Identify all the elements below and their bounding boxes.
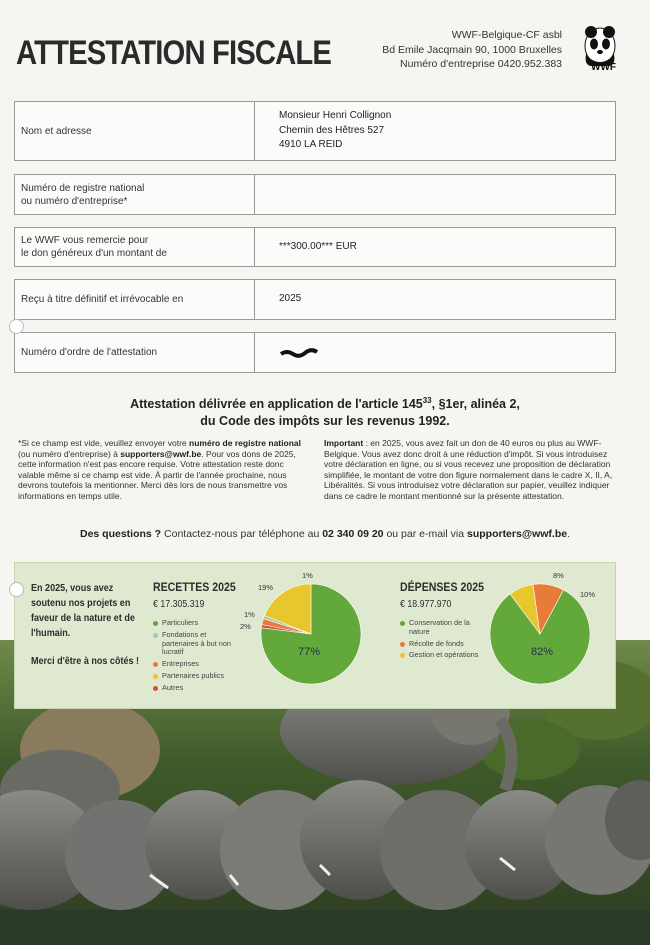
- org-name: WWF-Belgique-CF asbl: [451, 29, 562, 41]
- phone-link[interactable]: 02 340 09 20: [322, 528, 384, 540]
- financials-panel: [14, 562, 616, 709]
- field-label: Nom et adresse: [14, 101, 255, 161]
- pie-label-fondations: 1%: [244, 610, 255, 619]
- legend-swatch: [153, 633, 158, 638]
- legend-item: [400, 640, 490, 649]
- pie-label-recolte: 10%: [580, 590, 596, 599]
- field-row-year: [14, 279, 616, 320]
- field-value: [255, 101, 616, 161]
- legend-swatch: [400, 642, 405, 647]
- note-text: . Pour vos dons de 2025, cette information n'est pas encore requise. Votre attestation reste donc valable même si ce champ est vide. À partir de l'année prochaine, nous devrons toutefois la mentionner. Merci dès lors de nous transmettre vos informations en temps utile.: [18, 448, 296, 501]
- article-text-end: , §1er, alinéa 2,: [431, 397, 520, 412]
- note-bold: Important: [324, 438, 364, 448]
- org-info: [382, 28, 562, 72]
- legend-label: Autres: [162, 682, 184, 692]
- revenue-pie-chart: [260, 583, 362, 685]
- article-superscript: 33: [422, 396, 432, 405]
- order-number-redacted: [255, 332, 616, 373]
- legend-swatch: [400, 621, 405, 626]
- pie-label-partenaires: 19%: [258, 583, 274, 592]
- donor-street: Chemin des Hêtres 527: [279, 124, 385, 136]
- punch-hole: [9, 319, 24, 334]
- legend-item: [153, 684, 243, 693]
- pie-label-autres: 1%: [302, 571, 313, 580]
- legend-swatch: [400, 653, 405, 658]
- field-row-registry: [14, 174, 616, 215]
- expenses-title: DÉPENSES 2025: [400, 580, 484, 594]
- revenue-total: € 17.305.319: [153, 599, 205, 610]
- legend-swatch: [153, 686, 158, 691]
- expenses-total: € 18.977.970: [400, 599, 452, 610]
- questions-text: .: [567, 528, 570, 540]
- field-label: [14, 227, 255, 267]
- revenue-legend: [153, 619, 243, 696]
- legend-label: Partenaires publics: [162, 670, 225, 680]
- legend-label: Fondations et partenaires à but non lucratif: [162, 629, 231, 657]
- pie-label-entreprises: 2%: [240, 622, 251, 631]
- legend-swatch: [153, 662, 158, 667]
- legend-item: [153, 672, 243, 681]
- field-row-order-number: [14, 332, 616, 373]
- org-number: Numéro d'entreprise 0420.952.383: [400, 58, 562, 70]
- note-bold: numéro de registre national: [189, 438, 301, 448]
- pie-label-conservation: 82%: [531, 646, 554, 658]
- legend-swatch: [153, 621, 158, 626]
- revenue-title: RECETTES 2025: [153, 580, 236, 594]
- donation-amount: ***300.00*** EUR: [255, 227, 616, 267]
- questions-text: ou par e-mail via: [383, 528, 467, 540]
- donor-city: 4910 LA REID: [279, 139, 343, 151]
- field-row-name: [14, 101, 616, 161]
- note-text: : en 2025, vous avez fait un don de 40 euros ou plus au WWF-Belgique. Vous avez donc droit à une réduction d'impôt. Si vous introduisez votre déclaration en ligne, ou si vous recevez une proposition de déclaration simplifiée, le montant de votre don figure normalement dans le cadre X, II, A, Libéralités. Si vous introduisez votre déclaration sur papier, veuillez indiquer dans ce cadre le montant mentionné sur la présente attestation.: [324, 438, 613, 501]
- redaction-scribble-icon: [279, 348, 319, 358]
- expenses-pie-chart: [489, 583, 591, 685]
- legend-label: Conservation de la nature: [409, 618, 470, 636]
- legend-item: [400, 619, 490, 637]
- email-link[interactable]: supporters@wwf.be: [120, 448, 202, 459]
- legend-label: Particuliers: [162, 618, 199, 627]
- punch-hole: [9, 582, 24, 597]
- legend-label: Gestion et opérations: [409, 650, 479, 660]
- panel-thanks: Merci d'être à nos côtés !: [31, 655, 140, 667]
- legend-label: Récolte de fonds: [409, 638, 464, 648]
- expenses-legend: [400, 619, 490, 663]
- note-text: (ou numéro d'entreprise) à: [18, 448, 121, 459]
- questions-text: Contactez-nous par téléphone au: [161, 528, 323, 540]
- donor-name: Monsieur Henri Collignon: [279, 110, 392, 122]
- field-value-empty: [255, 174, 616, 215]
- article-text: Attestation délivrée en application de l'article 145: [130, 397, 423, 412]
- field-label-text: Le WWF vous remercie pour le don généreux d'un montant de: [21, 235, 167, 259]
- email-link[interactable]: supporters@wwf.be: [466, 528, 568, 540]
- note-registry: [18, 438, 310, 502]
- pie-label-gestion: 8%: [553, 571, 564, 580]
- field-label: [14, 174, 255, 215]
- note-important: [324, 438, 614, 502]
- article-code: du Code des impôts sur les revenus 1992.: [200, 414, 450, 429]
- legend-item: [153, 660, 243, 669]
- field-label-text: Numéro de registre national ou numéro d'entreprise*: [21, 182, 145, 207]
- legal-reference: [0, 392, 650, 430]
- org-address: Bd Emile Jacqmain 90, 1000 Bruxelles: [382, 43, 562, 56]
- legend-swatch: [153, 674, 158, 679]
- donation-year: 2025: [255, 279, 616, 320]
- legend-label: Entreprises: [162, 659, 199, 669]
- logo-text: WWF: [591, 62, 616, 73]
- questions-label: Des questions ?: [80, 528, 162, 540]
- field-label: Numéro d'ordre de l'attestation: [14, 332, 255, 373]
- contact-line: [0, 528, 650, 540]
- pie-label-particuliers: 77%: [298, 646, 321, 658]
- legend-item: [153, 631, 243, 657]
- field-row-amount: [14, 227, 616, 267]
- panel-intro: En 2025, vous avez soutenu nos projets en faveur de la nature et de l'humain.: [31, 582, 135, 639]
- note-text: *Si ce champ est vide, veuillez envoyer votre: [18, 438, 190, 448]
- legend-item: [400, 651, 490, 660]
- page-title: ATTESTATION FISCALE: [16, 34, 332, 72]
- legend-item: [153, 619, 243, 628]
- field-label: Reçu à titre définitif et irrévocable en: [14, 279, 255, 320]
